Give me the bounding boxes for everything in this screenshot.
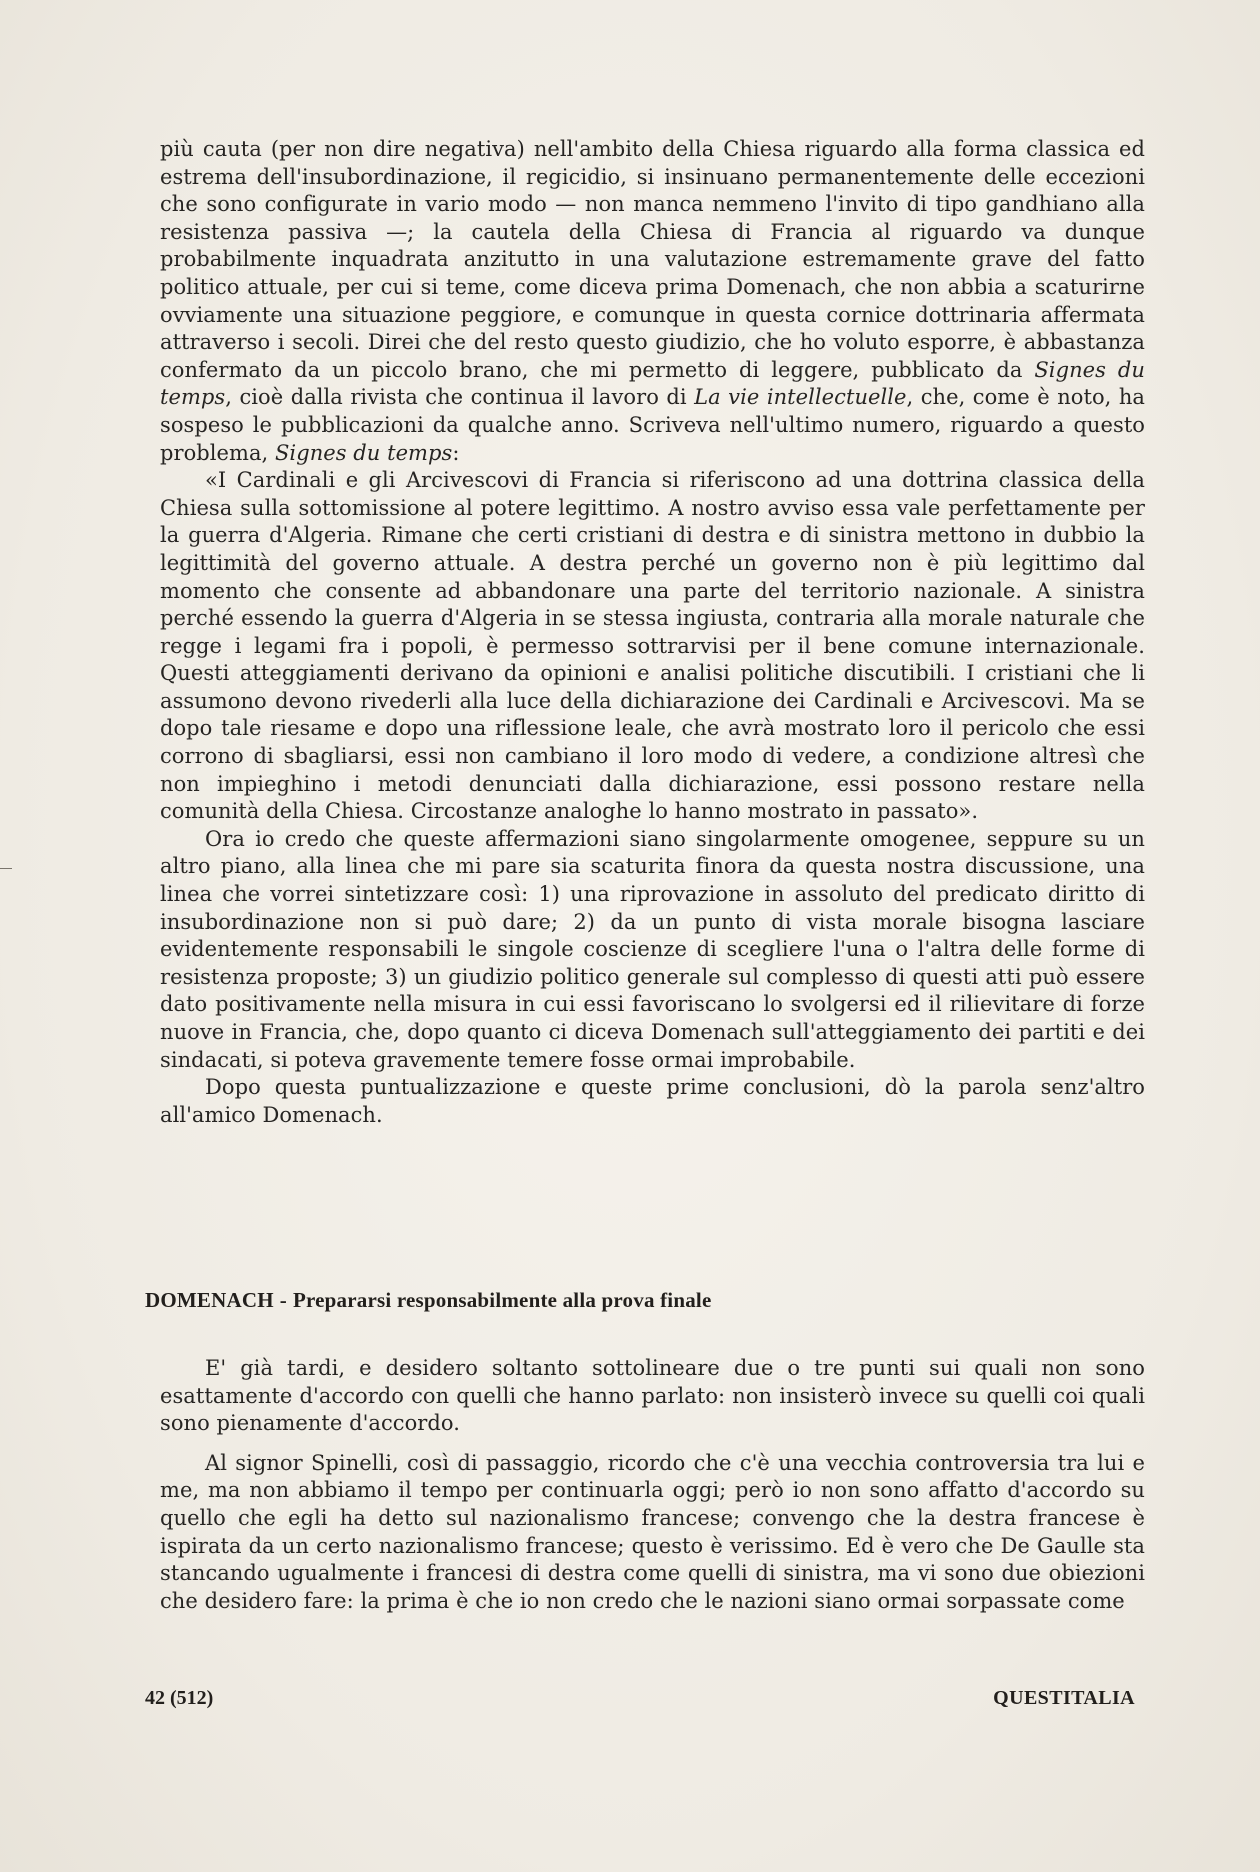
paragraph-intro-text: più cauta (per non dire negativa) nell'ambito della Chiesa riguardo alla forma classica ed estrema dell'insubordinazione, il regicidio, si insinuano permanentemente delle eccezioni che sono configurate in vario modo — non manca nemmeno l'invito di tipo gandhiano alla resistenza passiva —; la cautela della Chiesa di Francia al riguardo va dunque probabilmente inquadrata anzitutto in una valutazione estremamente grave del fatto politico attuale, per cui si teme, come diceva prima Domenach, che non abbia a scaturirne ovviamente una situazione peggiore, e comunque in questa cornice dottrinaria affermata attraverso i secoli. Direi che del resto questo giudizio, che ho voluto esporre, è abbastanza confermato da un piccolo brano, che mi permetto di leggere, pubblicato da bbox=[160, 137, 1145, 382]
heading-separator: - bbox=[279, 1288, 287, 1312]
section-paragraph: Al signor Spinelli, così di passaggio, ricordo che c'è una vecchia controversia tra lui e me, ma non abbiamo il tempo per continuarla oggi; però io non sono affatto d'accordo su quello che egli ha detto sul nazionalismo francese; convengo che la destra francese è ispirata da un certo nazionalismo francese; questo è verissimo. Ed è vero che De Gaulle sta stancando ugualmente i francesi di destra come quelli di sinistra, ma vi sono due obiezioni che desidero fare: la prima è che io non credo che le nazioni siano ormai sorpassate come bbox=[160, 1450, 1145, 1613]
section-heading bbox=[145, 1288, 711, 1313]
main-text-column bbox=[160, 136, 1145, 1129]
section-title: Prepararsi responsabilmente alla prova finale bbox=[292, 1288, 712, 1312]
italic-title: La vie intellectuelle bbox=[694, 385, 907, 410]
italic-title: Signes du temps bbox=[160, 357, 1145, 410]
paragraph-intro bbox=[160, 136, 1145, 467]
paragraph-intro-end: : bbox=[452, 440, 460, 465]
quotation-paragraph: «I Cardinali e gli Arcivescovi di Francia si riferiscono ad una dottrina classica della Chiesa sulla sottomissione al potere legittimo. A nostro avviso essa vale perfettamente per la guerra d'Algeria. Rimane che certi cristiani di destra e di sinistra mettono in dubbio la legittimità del governo attuale. A destra perché un governo non è più legittimo dal momento che consente ad abbandonare una parte del territorio nazionale. A sinistra perché essendo la guerra d'Algeria in se stessa ingiusta, contraria alla morale naturale che regge i legami fra i popoli, è permesso sottrarvisi per il bene comune internazionale. Questi atteggiamenti derivano da opinioni e analisi politiche discutibili. I cristiani che li assumono devono rivederli alla luce della dichiarazione dei Cardinali e Arcivescovi. Ma se dopo tale riesame e dopo una riflessione leale, che avrà mostrato loro il pericolo che essi corrono di sbagliarsi, essi non cambiano il loro modo di vedere, a condizione altresì che non impieghino i metodi denunciati dalla dichiarazione, essi possono restare nella comunità della Chiesa. Circostanze analoghe lo hanno mostrato in passato». bbox=[160, 468, 1145, 824]
section-paragraph: E' già tardi, e desidero soltanto sottolineare due o tre punti sui quali non sono esattamente d'accordo con quelli che hanno parlato: non insisterò invece su quelli coi quali sono pienamente d'accordo. bbox=[160, 1356, 1145, 1436]
paragraph-intro-tail: , che, come è noto, ha sospeso le pubblicazioni da qualche anno. Scriveva nell'ultimo numero, riguardo a questo problema, bbox=[160, 385, 1146, 465]
journal-name: QUESTITALIA bbox=[993, 1687, 1135, 1709]
speaker-name: DOMENACH bbox=[145, 1288, 274, 1312]
paragraph-synthesis: Ora io credo che queste affermazioni siano singolarmente omogenee, seppure su un altro piano, alla linea che mi pare sia scaturita finora da questa nostra discussione, una linea che vorrei sintetizzare così: 1) una riprovazione in assoluto del predicato diritto di insubordinazione non si può dare; 2) da un punto di vista morale bisogna lasciare evidentemente responsabili le singole coscienze di scegliere l'una o l'altra delle forme di resistenza proposte; 3) un giudizio politico generale sul complesso di questi atti può essere dato positivamente nella misura in cui essi favoriscano lo svolgersi ed il rilievitare di forze nuove in Francia, che, dopo quanto ci diceva Domenach sull'atteggiamento dei partiti e dei sindacati, si poteva gravemente temere fosse ormai improbabile. bbox=[160, 826, 1145, 1072]
paragraph-handover: Dopo questa puntualizzazione e queste prime conclusioni, dò la parola senz'altro all'amico Domenach. bbox=[160, 1075, 1145, 1127]
section-text-column bbox=[160, 1355, 1145, 1615]
margin-mark bbox=[0, 868, 12, 869]
page-number: 42 (512) bbox=[145, 1687, 214, 1709]
italic-title: Signes du temps bbox=[275, 440, 453, 465]
paragraph-intro-mid: , cioè dalla rivista che continua il lavoro di bbox=[225, 385, 695, 410]
